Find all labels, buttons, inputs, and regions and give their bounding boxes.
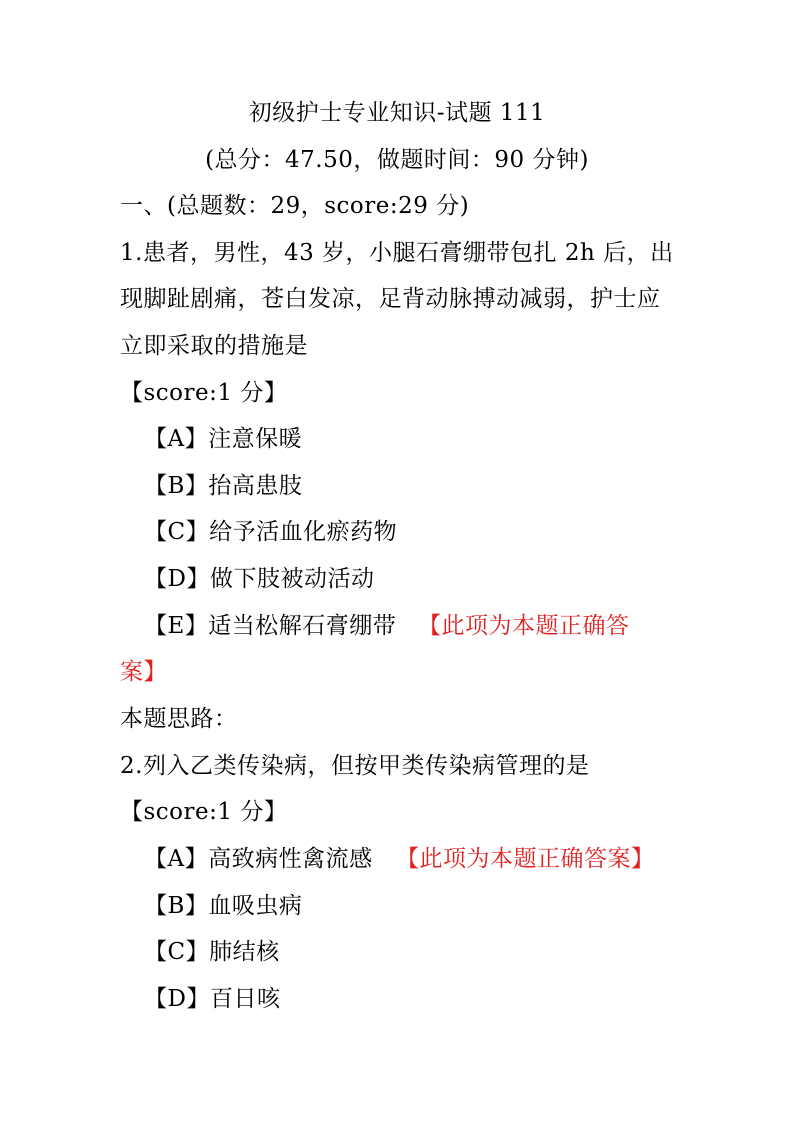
question-score: 【score:1 分】: [120, 380, 288, 406]
question-stem-line: 立即采取的措施是: [120, 333, 308, 359]
section-header: 一、(总题数：29，score:29 分): [120, 193, 470, 219]
option-b: 【B】抬高患肢: [144, 473, 303, 499]
option-a: 【A】高致病性禽流感: [144, 846, 373, 872]
option-b: 【B】血吸虫病: [144, 893, 303, 919]
option-c: 【C】给予活血化瘀药物: [144, 519, 398, 545]
question-stem-line: 现脚趾剧痛，苍白发凉，足背动脉搏动减弱，护士应: [120, 286, 661, 312]
answer-analysis: 本题思路：: [120, 706, 238, 732]
exam-summary: (总分：47.50，做题时间：90 分钟): [205, 147, 589, 173]
option-e: 【E】适当松解石膏绷带: [144, 613, 397, 639]
option-d: 【D】做下肢被动活动: [144, 566, 375, 592]
exam-title: 初级护士专业知识-试题 111: [248, 100, 546, 126]
correct-answer-marker: 【此项为本题正确答: [418, 613, 630, 639]
option-d: 【D】百日咳: [144, 986, 281, 1012]
option-a: 【A】注意保暖: [144, 426, 303, 452]
option-c: 【C】肺结核: [144, 939, 280, 965]
correct-answer-marker-continued: 案】: [120, 659, 167, 685]
question-stem-line: 1.患者，男性，43 岁，小腿石膏绷带包扎 2h 后，出: [120, 240, 674, 266]
correct-answer-marker: 【此项为本题正确答案】: [396, 846, 655, 872]
question-stem-line: 2.列入乙类传染病，但按甲类传染病管理的是: [120, 753, 590, 779]
question-score: 【score:1 分】: [120, 799, 288, 825]
